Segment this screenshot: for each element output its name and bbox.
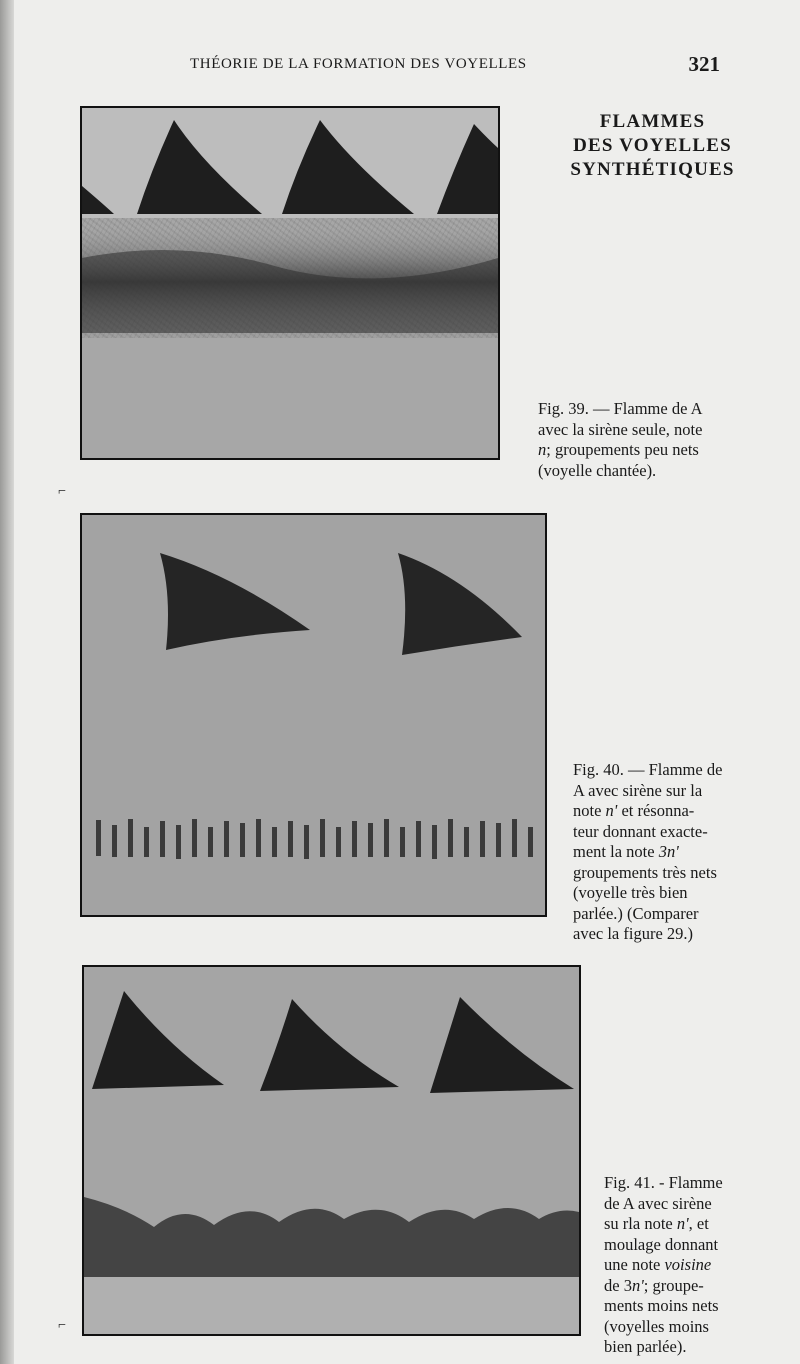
section-title-line: SYNTHÉTIQUES <box>570 159 735 180</box>
caption-text: ments moins nets <box>604 1296 719 1315</box>
caption-text: ; groupe- <box>643 1275 704 1295</box>
caption-line <box>573 842 757 863</box>
caption-line <box>573 760 757 781</box>
caption-line <box>573 904 757 925</box>
flame-image <box>82 515 545 915</box>
caption-line <box>604 1317 760 1338</box>
caption-text: A avec sirène sur la <box>573 780 703 800</box>
caption-line <box>604 1255 760 1276</box>
caption-text: Fig. 41. - Flamme <box>604 1173 723 1192</box>
caption-text: de 3 <box>604 1275 632 1295</box>
caption-text: avec la figure 29.) <box>573 924 694 943</box>
caption-line <box>573 781 757 802</box>
margin-mark: ⌐ <box>58 1318 66 1333</box>
caption-text: parlée.) (Comparer <box>573 903 699 923</box>
caption-line <box>538 399 756 420</box>
caption-line <box>573 924 757 945</box>
figure-41-photo <box>82 965 581 1336</box>
caption-text: n <box>538 440 547 459</box>
caption-line <box>604 1276 760 1297</box>
figure-40-caption <box>573 760 757 945</box>
margin-mark: ⌐ <box>58 484 66 499</box>
caption-line <box>573 822 757 843</box>
caption-text: ment la note <box>573 842 659 861</box>
running-head <box>190 52 720 78</box>
caption-text: su rla note <box>604 1214 677 1233</box>
caption-line <box>573 883 757 904</box>
caption-text: n' <box>631 1275 644 1295</box>
figure-40-photo <box>80 513 547 917</box>
figure-39-photo <box>80 106 500 460</box>
caption-text: , et <box>688 1214 709 1233</box>
caption-text: avec la sirène seule, note <box>538 419 703 439</box>
caption-line <box>604 1337 760 1358</box>
caption-line <box>604 1214 760 1235</box>
caption-text: et résonna- <box>617 801 695 820</box>
caption-text: Fig. 39. — Flamme de A <box>538 399 703 418</box>
page-binding-shadow <box>0 0 14 1364</box>
flame-image <box>82 108 498 458</box>
caption-line <box>604 1173 760 1194</box>
caption-text: note <box>573 801 606 820</box>
caption-text: groupements très nets <box>573 862 717 882</box>
caption-text: (voyelle très bien <box>573 883 688 902</box>
page-number: 321 <box>688 52 720 76</box>
caption-line <box>538 420 756 441</box>
caption-line <box>604 1296 760 1317</box>
caption-text: n' <box>676 1214 689 1233</box>
caption-text: bien parlée). <box>604 1337 687 1356</box>
caption-text: de A avec sirène <box>604 1193 712 1213</box>
caption-line <box>538 440 756 461</box>
caption-line <box>573 863 757 884</box>
figure-39-caption <box>538 399 756 481</box>
caption-text: une note <box>604 1255 665 1274</box>
flame-image <box>84 967 579 1334</box>
section-title-line: FLAMMES <box>599 111 706 132</box>
caption-text: teur donnant exacte- <box>573 821 708 841</box>
caption-text: (voyelle chantée). <box>538 460 657 480</box>
caption-line <box>573 801 757 822</box>
figure-41-caption <box>604 1173 760 1358</box>
caption-text: 3n' <box>658 842 679 861</box>
caption-text: voisine <box>664 1255 712 1274</box>
caption-text: Fig. 40. — Flamme de <box>573 760 723 779</box>
caption-line <box>604 1235 760 1256</box>
caption-text: moulage donnant <box>604 1234 719 1254</box>
caption-text: (voyelles moins <box>604 1316 709 1336</box>
caption-line <box>538 461 756 482</box>
caption-text: ; groupements peu nets <box>546 440 699 459</box>
running-title: THÉORIE DE LA FORMATION DES VOYELLES <box>190 56 527 72</box>
section-title <box>535 110 770 182</box>
section-title-line: DES VOYELLES <box>573 135 732 156</box>
caption-text: n' <box>605 801 618 820</box>
caption-line <box>604 1194 760 1215</box>
